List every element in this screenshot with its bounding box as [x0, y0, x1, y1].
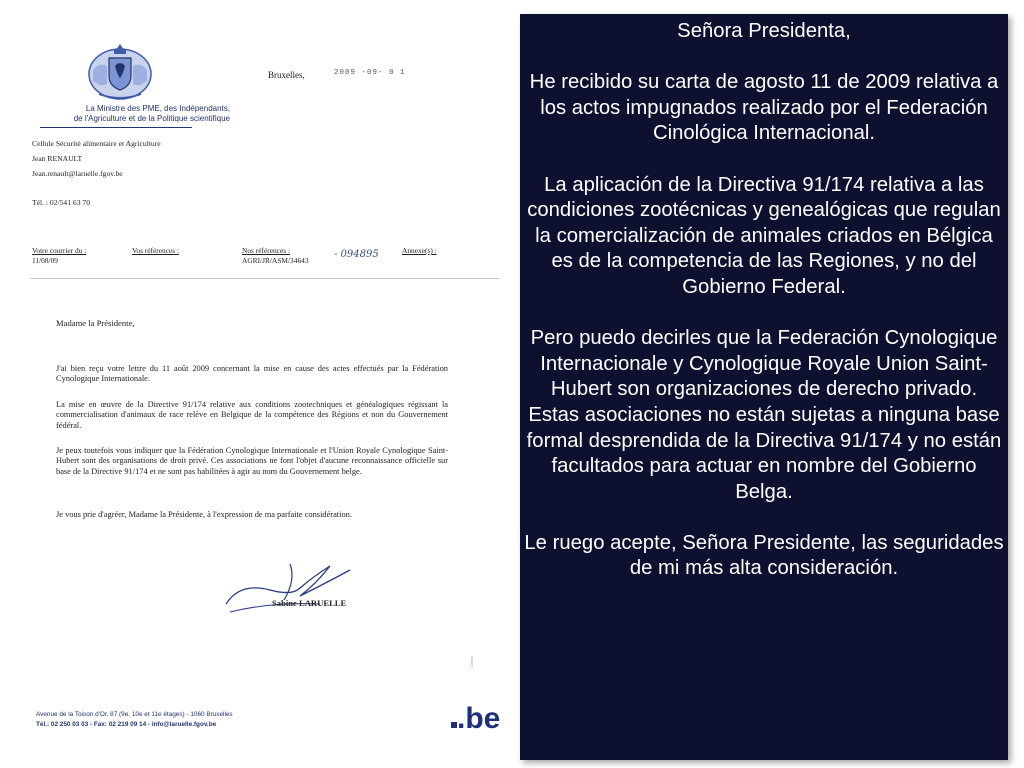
- our-refs-handwritten: - 094895: [334, 249, 379, 260]
- translation-salutation: Señora Presidenta,: [677, 20, 851, 42]
- letter-paragraph: Je vous prie d'agréer, Madame la Présidente, à l'expression de ma parfaite considération.: [56, 510, 352, 519]
- translation-panel: [520, 14, 1008, 760]
- footer-address: Avenue de la Toison d'Or, 87 (9e, 10e et 11e étages) - 1060 Bruxelles: [36, 711, 233, 718]
- scan-stamp: Cofoto: [469, 656, 474, 668]
- letter-salutation: Madame la Présidente,: [56, 318, 135, 328]
- letter-paragraph: La mise en œuvre de la Directive 91/174 relative aux conditions zootechniques et généalogiques régissant la commercialisation d'animaux de race relève en Belgique de la compétence des Régions et non du Gouvernement fédéral.: [56, 400, 448, 430]
- your-letter-value: 11/08/09: [32, 256, 59, 265]
- translation-paragraph: Pero puedo decirles que la Federación Cynologique Internacionale y Cynologique Royale Union Saint-Hubert son organizaciones de derecho privado. Estas asociaciones no están sujetas a ninguna base formal desprendida de la Directiva 91/174 y no están facultados para actuar en nombre del Gobierno Belga.: [526, 327, 1002, 503]
- date-stamp: 2009 -09- 0 1: [334, 69, 406, 77]
- our-refs-label: Nos références :: [242, 246, 291, 255]
- your-refs-label: Vos références :: [132, 246, 180, 255]
- letter-paragraph: J'ai bien reçu votre lettre du 11 août 2009 concernant la mise en cause des actes effectués par la Fédération Cynologique Internationale.: [56, 364, 448, 384]
- our-refs-value: AGRI/JR/ASM/34643: [242, 256, 309, 265]
- header-divider: [40, 127, 192, 128]
- handwritten-signature-icon: [220, 558, 380, 618]
- translation-text: [524, 19, 1004, 582]
- contact-email: Jean.renault@laruelle.fgov.be: [32, 169, 123, 178]
- letter-paragraph: Je peux toutefois vous indiquer que la Fédération Cynologique Internationale et l'Union Royale Cynologique Saint-Hubert sont des organisations de droit privé. Ces associations ne font l'objet d'aucune reconnaissance officielle sur base de la Directive 91/174 et ne sont pas habilitées à agir au nom du Gouvernement belge.: [56, 446, 448, 476]
- ministry-line-2: de l'Agriculture et de la Politique scientifique: [73, 114, 230, 123]
- belgian-coat-of-arms-icon: [85, 40, 155, 102]
- signer-name: Sabine LARUELLE: [272, 598, 347, 608]
- annex-label: Annexe(s) :: [402, 246, 437, 255]
- letter-place: Bruxelles,: [268, 70, 305, 80]
- logo-text: .be: [457, 702, 501, 732]
- your-letter-label: Votre courrier du :: [32, 246, 87, 255]
- phone-number: Tél. : 02/541 63 70: [32, 198, 91, 207]
- ministry-line-1: La Ministre des PME, des Indépendants,: [85, 104, 230, 113]
- be-logo-icon: [447, 692, 503, 732]
- refs-divider: [30, 278, 500, 279]
- ministry-header: [30, 104, 230, 124]
- translation-closing: Le ruego acepte, Señora Presidente, las seguridades de mi más alta consideración.: [524, 531, 1004, 580]
- translation-paragraph: La aplicación de la Directiva 91/174 relativa a las condiciones zootécnicas y genealógicas que regulan la comercialización de animales criados en Bélgica es de la competencia de las Regiones, y no del Gobierno Federal.: [527, 173, 1001, 298]
- contact-name: Jean RENAULT: [32, 154, 83, 163]
- footer-contact: Tél.: 02 250 03 03 - Fax: 02 219 09 14 - info@laruelle.fgov.be: [36, 721, 217, 728]
- department-cell: Cellule Sécurité alimentaire et Agriculture: [32, 139, 161, 148]
- translation-paragraph: He recibido su carta de agosto 11 de 2009 relativa a los actos impugnados realizado por el Federación Cinológica Internacional.: [529, 71, 999, 145]
